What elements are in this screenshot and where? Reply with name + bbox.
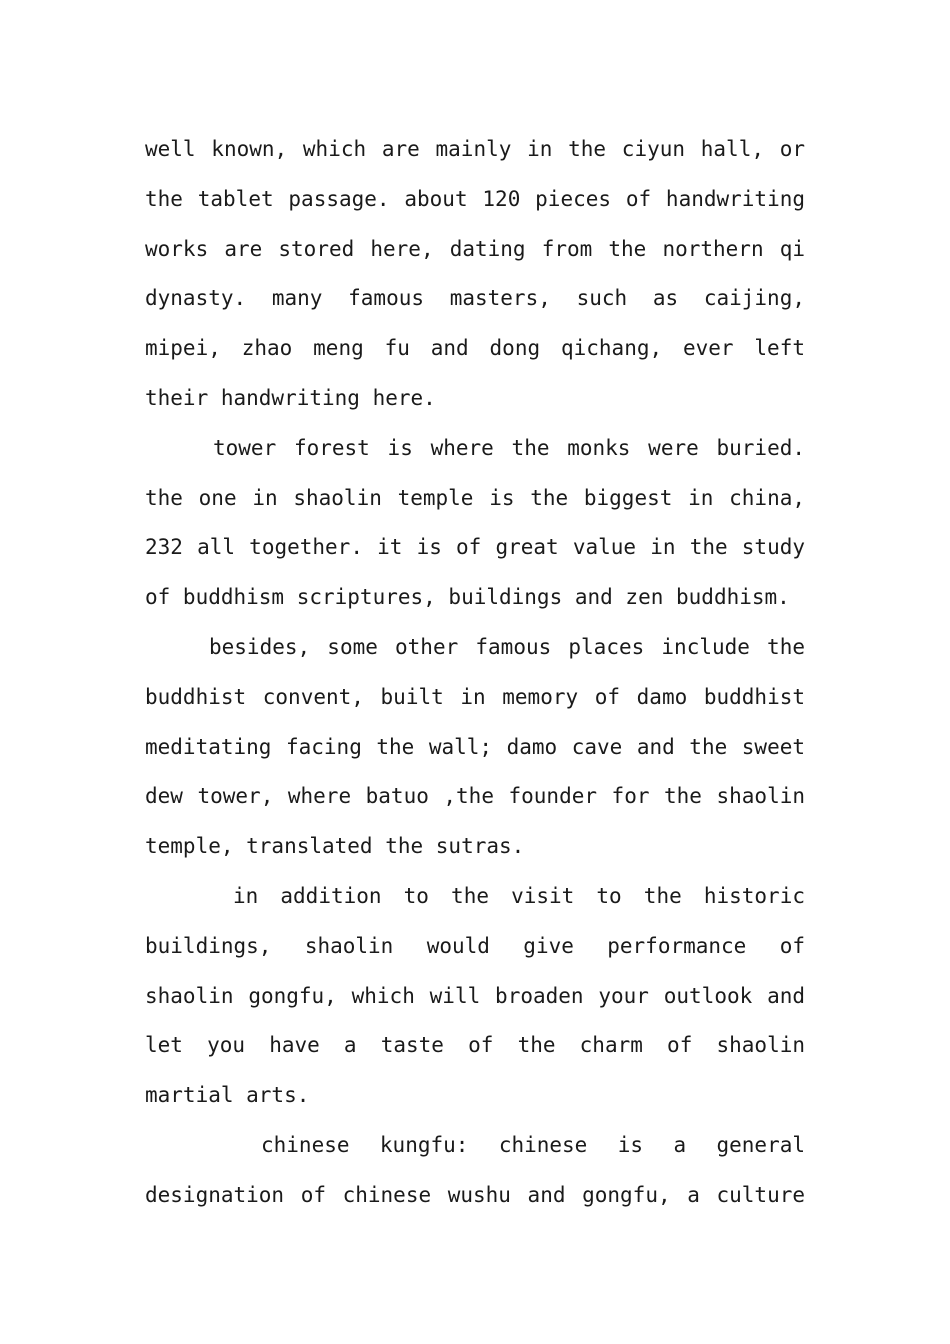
text-line: dew tower, where batuo ,the founder for the shaolin (145, 784, 805, 809)
text-line: the tablet passage. about 120 pieces of handwriting (145, 186, 805, 211)
text-line: mipei, zhao meng fu and dong qichang, ever left (145, 336, 805, 361)
text-line: shaolin gongfu, which will broaden your outlook and (145, 983, 805, 1008)
text-line: designation of chinese wushu and gongfu, a culture (145, 1182, 805, 1207)
text-line: their handwriting here. (145, 385, 436, 410)
text-line: works are stored here, dating from the northern qi (145, 236, 805, 261)
text-line: the one in shaolin temple is the biggest in china, (145, 485, 805, 510)
text-line: temple, translated the sutras. (145, 834, 525, 859)
text-line: well known, which are mainly in the ciyun hall, or (145, 137, 805, 161)
text-line: dynasty. many famous masters, such as caijing, (145, 286, 805, 311)
text-line: of buddhism scriptures, buildings and zen buddhism. (145, 585, 790, 610)
text-line: buddhist convent, built in memory of damo buddhist (145, 684, 805, 709)
text-line: besides, some other famous places include the (209, 634, 805, 659)
text-line: in addition to the visit to the historic (233, 883, 805, 908)
text-line: buildings, shaolin would give performance of (145, 933, 805, 958)
body-text (145, 125, 805, 1221)
text-line: 232 all together. it is of great value in the study (145, 535, 805, 560)
text-line: meditating facing the wall; damo cave and the sweet (145, 734, 805, 759)
text-line: tower forest is where the monks were buried. (213, 435, 805, 460)
text-line: martial arts. (145, 1083, 310, 1108)
text-line: let you have a taste of the charm of shaolin (145, 1033, 805, 1058)
text-line: chinese kungfu: chinese is a general (261, 1132, 805, 1157)
